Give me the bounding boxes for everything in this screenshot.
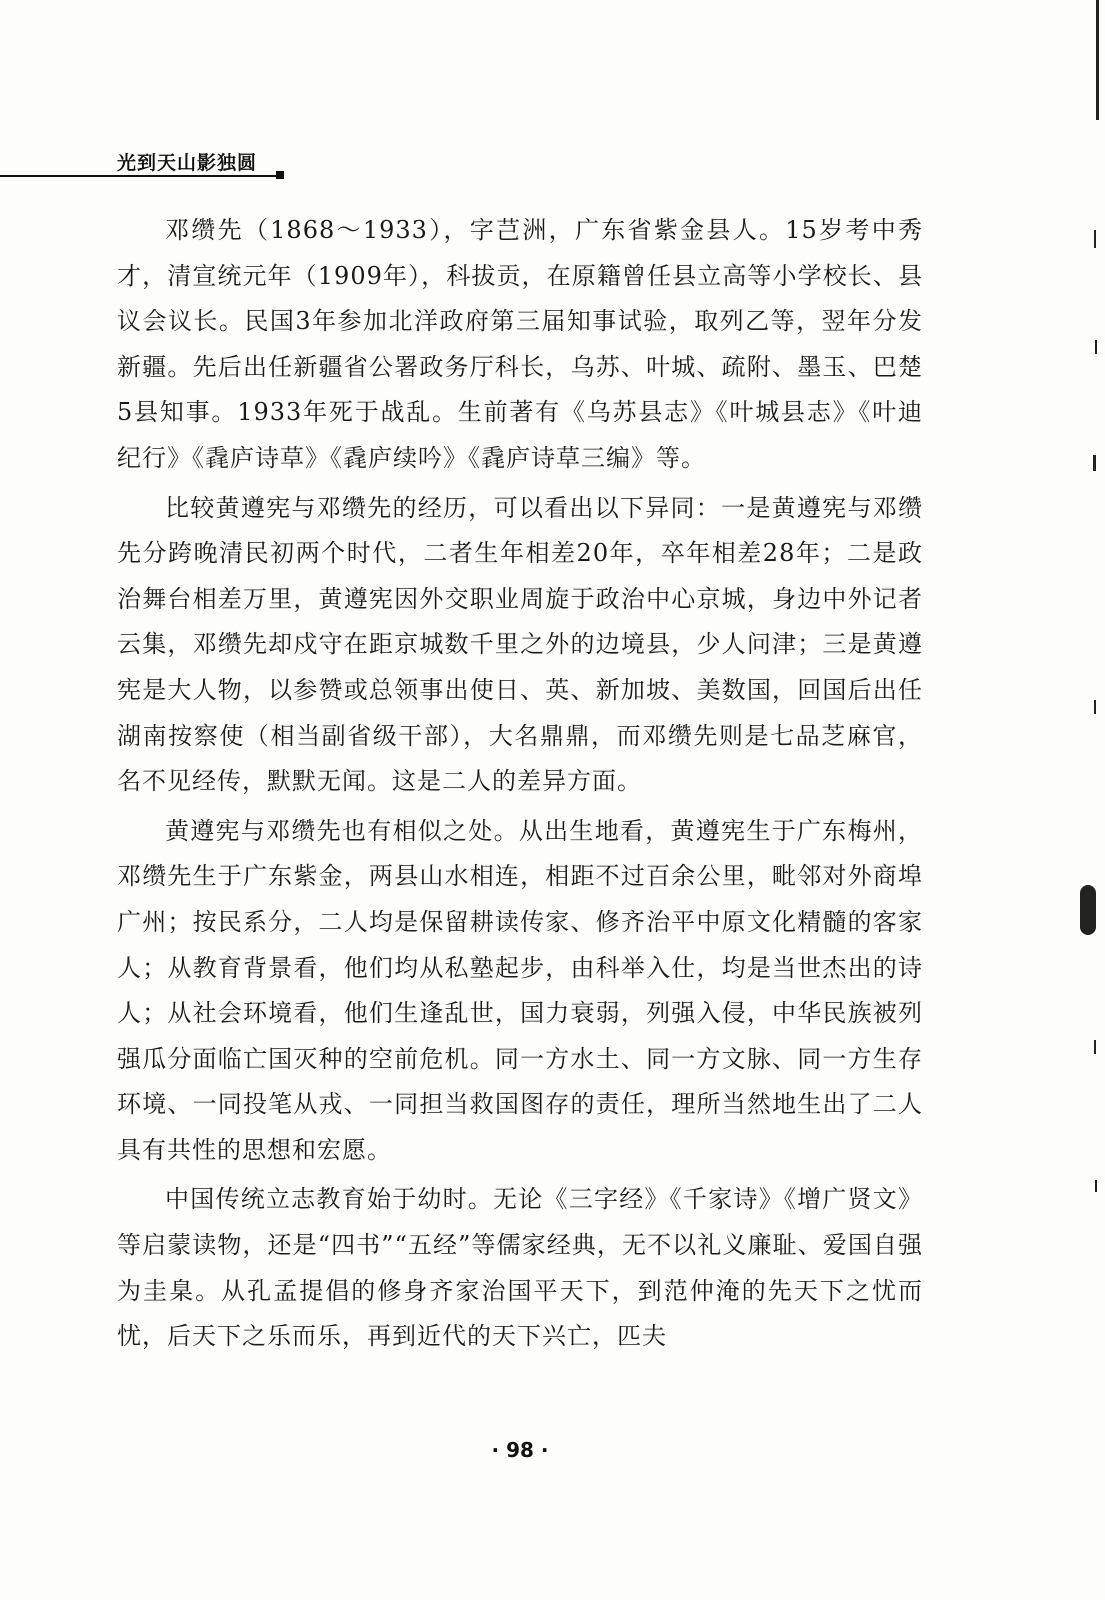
scan-edge-mark [1093,455,1096,471]
header-rule [0,175,276,177]
paragraph-2: 比较黄遵宪与邓缵先的经历，可以看出以下异同：一是黄遵宪与邓缵先分跨晚清民初两个时代，二者生年相差20年，卒年相差28年；二是政治舞台相差万里，黄遵宪因外交职业周旋于政治中心京城，身边中外记者云集，邓缵先却戍守在距京城数千里之外的边境县，少人问津；三是黄遵宪是大人物，以参赞或总领事出使日、英、新加坡、美数国，回国后出任湖南按察使（相当副省级干部），大名鼎鼎，而邓缵先则是七品芝麻官，名不见经传，默默无闻。这是二人的差异方面。 [117,493,923,796]
header-square-mark [276,171,284,179]
body-text [117,208,923,1364]
paragraph-4: 中国传统立志教育始于幼时。无论《三字经》《千家诗》《增广贤文》等启蒙读物，还是“四书”“五经”等儒家经典，无不以礼义廉耻、爱国自强为圭臬。从孔孟提倡的修身齐家治国平天下，到范仲淹的先天下之忧而忧，后天下之乐而乐，再到近代的天下兴亡，匹夫 [117,1185,923,1351]
scan-edge-mark [1080,885,1096,935]
scan-edge-mark [1094,1040,1096,1054]
scan-edge-mark [1094,700,1096,714]
running-header [0,148,285,182]
paragraph-1: 邓缵先（1868～1933），字芑洲，广东省紫金县人。15岁考中秀才，清宣统元年（1909年），科拔贡，在原籍曾任县立高等小学校长、县议会议长。民国3年参加北洋政府第三届知事试验，取列乙等，翌年分发新疆。先后出任新疆省公署政务厅科长，乌苏、叶城、疏附、墨玉、巴楚5县知事。1933年死于战乱。生前著有《乌苏县志》《叶城县志》《叶迪纪行》《毳庐诗草》《毳庐续吟》《毳庐诗草三编》等。 [117,216,923,472]
scan-edge-mark [1094,230,1096,248]
scan-edge-mark [1096,0,1099,120]
scan-edge-mark [1095,1180,1097,1192]
page-number: · 98 · [491,1438,549,1462]
scan-edge-mark [1095,340,1097,354]
book-title: 光到天山影独圆 [117,152,258,174]
paragraph-3: 黄遵宪与邓缵先也有相似之处。从出生地看，黄遵宪生于广东梅州，邓缵先生于广东紫金，两县山水相连，相距不过百余公里，毗邻对外商埠广州；按民系分，二人均是保留耕读传家、修齐治平中原文化精髓的客家人；从教育背景看，他们均从私塾起步，由科举入仕，均是当世杰出的诗人；从社会环境看，他们生逢乱世，国力衰弱，列强入侵，中华民族被列强瓜分面临亡国灭种的空前危机。同一方水土、同一方文脉、同一方生存环境、一同投笔从戎、一同担当救国图存的责任，理所当然地生出了二人具有共性的思想和宏愿。 [117,816,923,1164]
